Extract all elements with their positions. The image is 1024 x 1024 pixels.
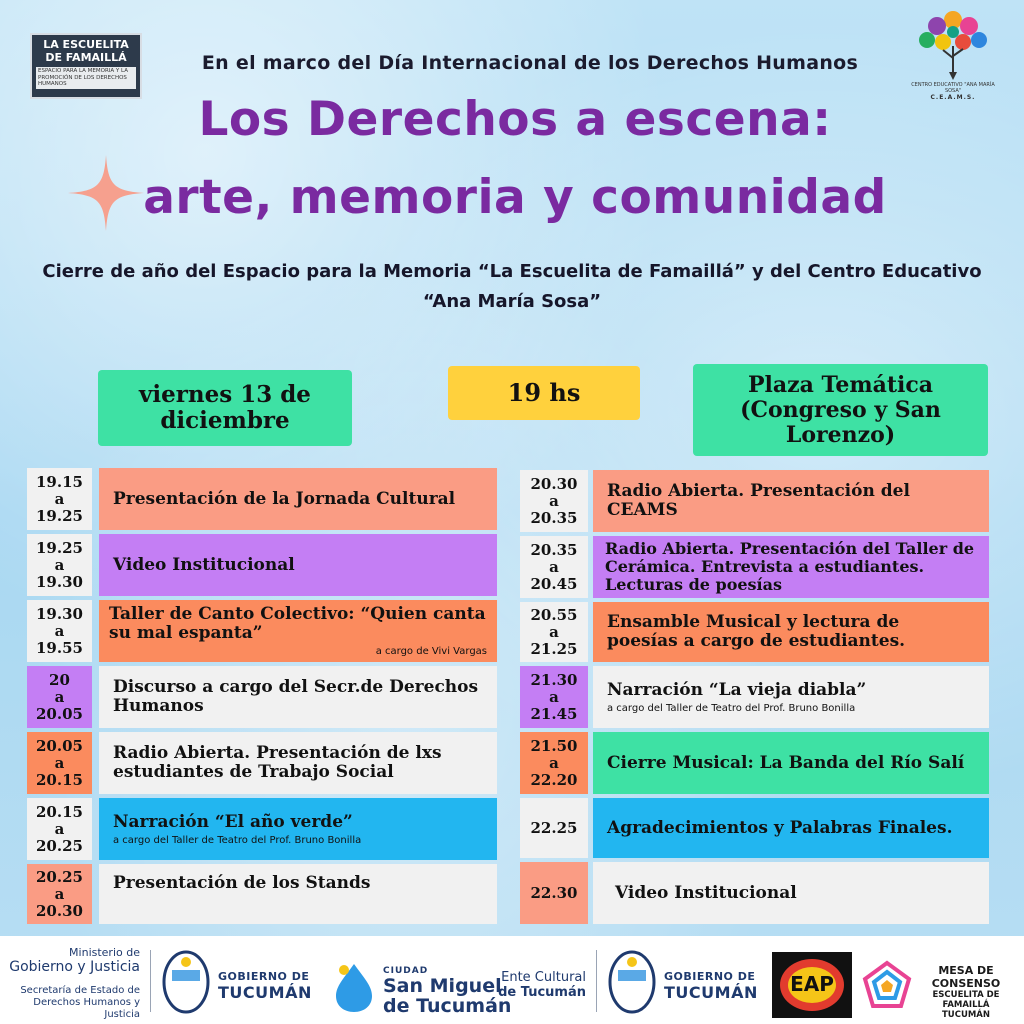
schedule-item: [593, 862, 989, 924]
schedule-item: [593, 798, 989, 858]
date-badge: viernes 13 de diciembre: [98, 370, 352, 446]
event-credit: a cargo de Vivi Vargas: [375, 646, 487, 657]
escuelita-logo: [30, 33, 142, 99]
time-slot: 20.15 a 20.25: [27, 798, 92, 860]
tree-icon: [913, 6, 993, 82]
ministerio-line1: Ministerio de: [69, 946, 140, 959]
schedule-item: [593, 666, 989, 728]
divider: [150, 950, 151, 1012]
schedule-item: [99, 468, 497, 530]
ceams-caption: CENTRO EDUCATIVO "ANA MARÍA SOSA": [911, 82, 995, 94]
logo-line1: LA ESCUELITA: [43, 38, 129, 51]
eap-text: EAP: [790, 972, 834, 996]
san-miguel-text: San Miguel: [383, 975, 502, 997]
event-credit: a cargo del Taller de Teatro del Prof. Bruno Bonilla: [113, 834, 362, 846]
mesa-line2: ESCUELITA DE FAMAILLÁ: [932, 990, 1000, 1010]
ente-cultural-logo: [492, 970, 586, 1000]
time-slot: 19.25 a 19.30: [27, 534, 92, 596]
time-slot: 20.30 a 20.35: [520, 470, 588, 532]
de-tucuman-text: de Tucumán: [383, 995, 512, 1017]
schedule-item: [593, 732, 989, 794]
gobierno-tucuman-logo: [218, 970, 312, 1002]
page-title-line2: arte, memoria y comunidad: [143, 170, 887, 225]
mesa-line1: MESA DE CONSENSO: [931, 964, 1001, 990]
schedule-item: [99, 732, 497, 794]
event-context: En el marco del Día Internacional de los Derechos Humanos: [201, 52, 859, 74]
schedule-item: [99, 798, 497, 860]
schedule-item: [593, 470, 989, 532]
gobierno-de-text: GOBIERNO DE: [664, 970, 756, 983]
event-title: Taller de Canto Colectivo: “Quien canta su mal espanta”: [109, 604, 486, 643]
event-title: Radio Abierta. Presentación de lxs estudiantes de Trabajo Social: [113, 743, 442, 782]
schedule-item: [99, 600, 497, 662]
event-title: Discurso a cargo del Secr.de Derechos Humanos: [113, 677, 479, 716]
event-title: Narración “El año verde”: [113, 811, 353, 832]
divider: [596, 950, 597, 1012]
ciudad-text: CIUDAD: [383, 966, 429, 976]
tucuman-text: TUCUMÁN: [664, 983, 758, 1002]
logo-line2: DE FAMAILLÁ: [45, 51, 127, 64]
mesa-line3: TUCUMÁN: [942, 1010, 990, 1020]
tucuman-shield-icon: [160, 948, 212, 1016]
tucuman-shield-icon: [606, 948, 658, 1016]
secretaria-text: Secretaría de Estado de Derechos Humanos y Justicia: [20, 985, 140, 1020]
time-slot: 21.30 a 21.45: [520, 666, 588, 728]
ente-de-tucuman-text: de Tucumán: [498, 985, 586, 1000]
event-title: Radio Abierta. Presentación del CEAMS: [607, 481, 910, 520]
event-title: Video Institucional: [113, 554, 295, 575]
ceams-acronym: C.E.A.M.S.: [930, 94, 976, 101]
ministerio-logo: [0, 946, 140, 1021]
event-title: Radio Abierta. Presentación del Taller de Cerámica. Entrevista a estudiantes. Lecturas de poesías: [605, 539, 975, 594]
schedule-item: [99, 534, 497, 596]
event-title: Cierre Musical: La Banda del Río Salí: [607, 752, 965, 773]
page-title-line1: Los Derechos a escena:: [198, 92, 832, 147]
san-miguel-drop-icon: [330, 958, 378, 1014]
ministerio-line2: Gobierno y Justicia: [9, 959, 140, 975]
place-badge: Plaza Temática (Congreso y San Lorenzo): [693, 364, 988, 456]
eap-logo: [772, 952, 852, 1018]
event-title: Agradecimientos y Palabras Finales.: [607, 817, 953, 838]
event-title: Ensamble Musical y lectura de poesías a cargo de estudiantes.: [607, 612, 906, 651]
time-slot: 20 a 20.05: [27, 666, 92, 728]
schedule-item: [593, 536, 989, 598]
time-slot: 21.50 a 22.20: [520, 732, 588, 794]
time-badge: 19 hs: [448, 366, 640, 420]
schedule-item: [593, 602, 989, 662]
gobierno-tucuman-logo-2: [664, 970, 758, 1002]
schedule-item: [99, 666, 497, 728]
event-title: Presentación de los Stands: [113, 873, 371, 893]
time-slot: 20.25 a 20.30: [27, 864, 92, 924]
intro-text: Cierre de año del Espacio para la Memoria “La Escuelita de Famaillá” y del Centro Educativo “Ana María Sosa”: [42, 261, 982, 312]
time-slot: 19.30 a 19.55: [27, 600, 92, 662]
time-slot: 19.15 a 19.25: [27, 468, 92, 530]
ente-cultural-text: Ente Cultural: [501, 970, 586, 985]
logo-tagline: ESPACIO PARA LA MEMORIA Y LA PROMOCIÓN DE LOS DERECHOS HUMANOS: [36, 67, 136, 89]
time-slot: 20.55 a 21.25: [520, 602, 588, 662]
tucuman-text: TUCUMÁN: [218, 983, 312, 1002]
time-slot: 22.30: [520, 862, 588, 924]
event-title: Video Institucional: [615, 882, 797, 903]
event-title: Narración “La vieja diabla”: [607, 679, 867, 700]
time-slot: 20.05 a 20.15: [27, 732, 92, 794]
event-title: Presentación de la Jornada Cultural: [113, 488, 456, 509]
mesa-consenso-logo: [914, 964, 1018, 1020]
mesa-pentagon-icon: [862, 960, 912, 1010]
gobierno-de-text: GOBIERNO DE: [218, 970, 310, 983]
schedule-item: [99, 864, 497, 924]
event-credit: a cargo del Taller de Teatro del Prof. Bruno Bonilla: [607, 702, 856, 714]
time-slot: 22.25: [520, 798, 588, 858]
ceams-logo: [908, 6, 998, 106]
time-slot: 20.35 a 20.45: [520, 536, 588, 598]
